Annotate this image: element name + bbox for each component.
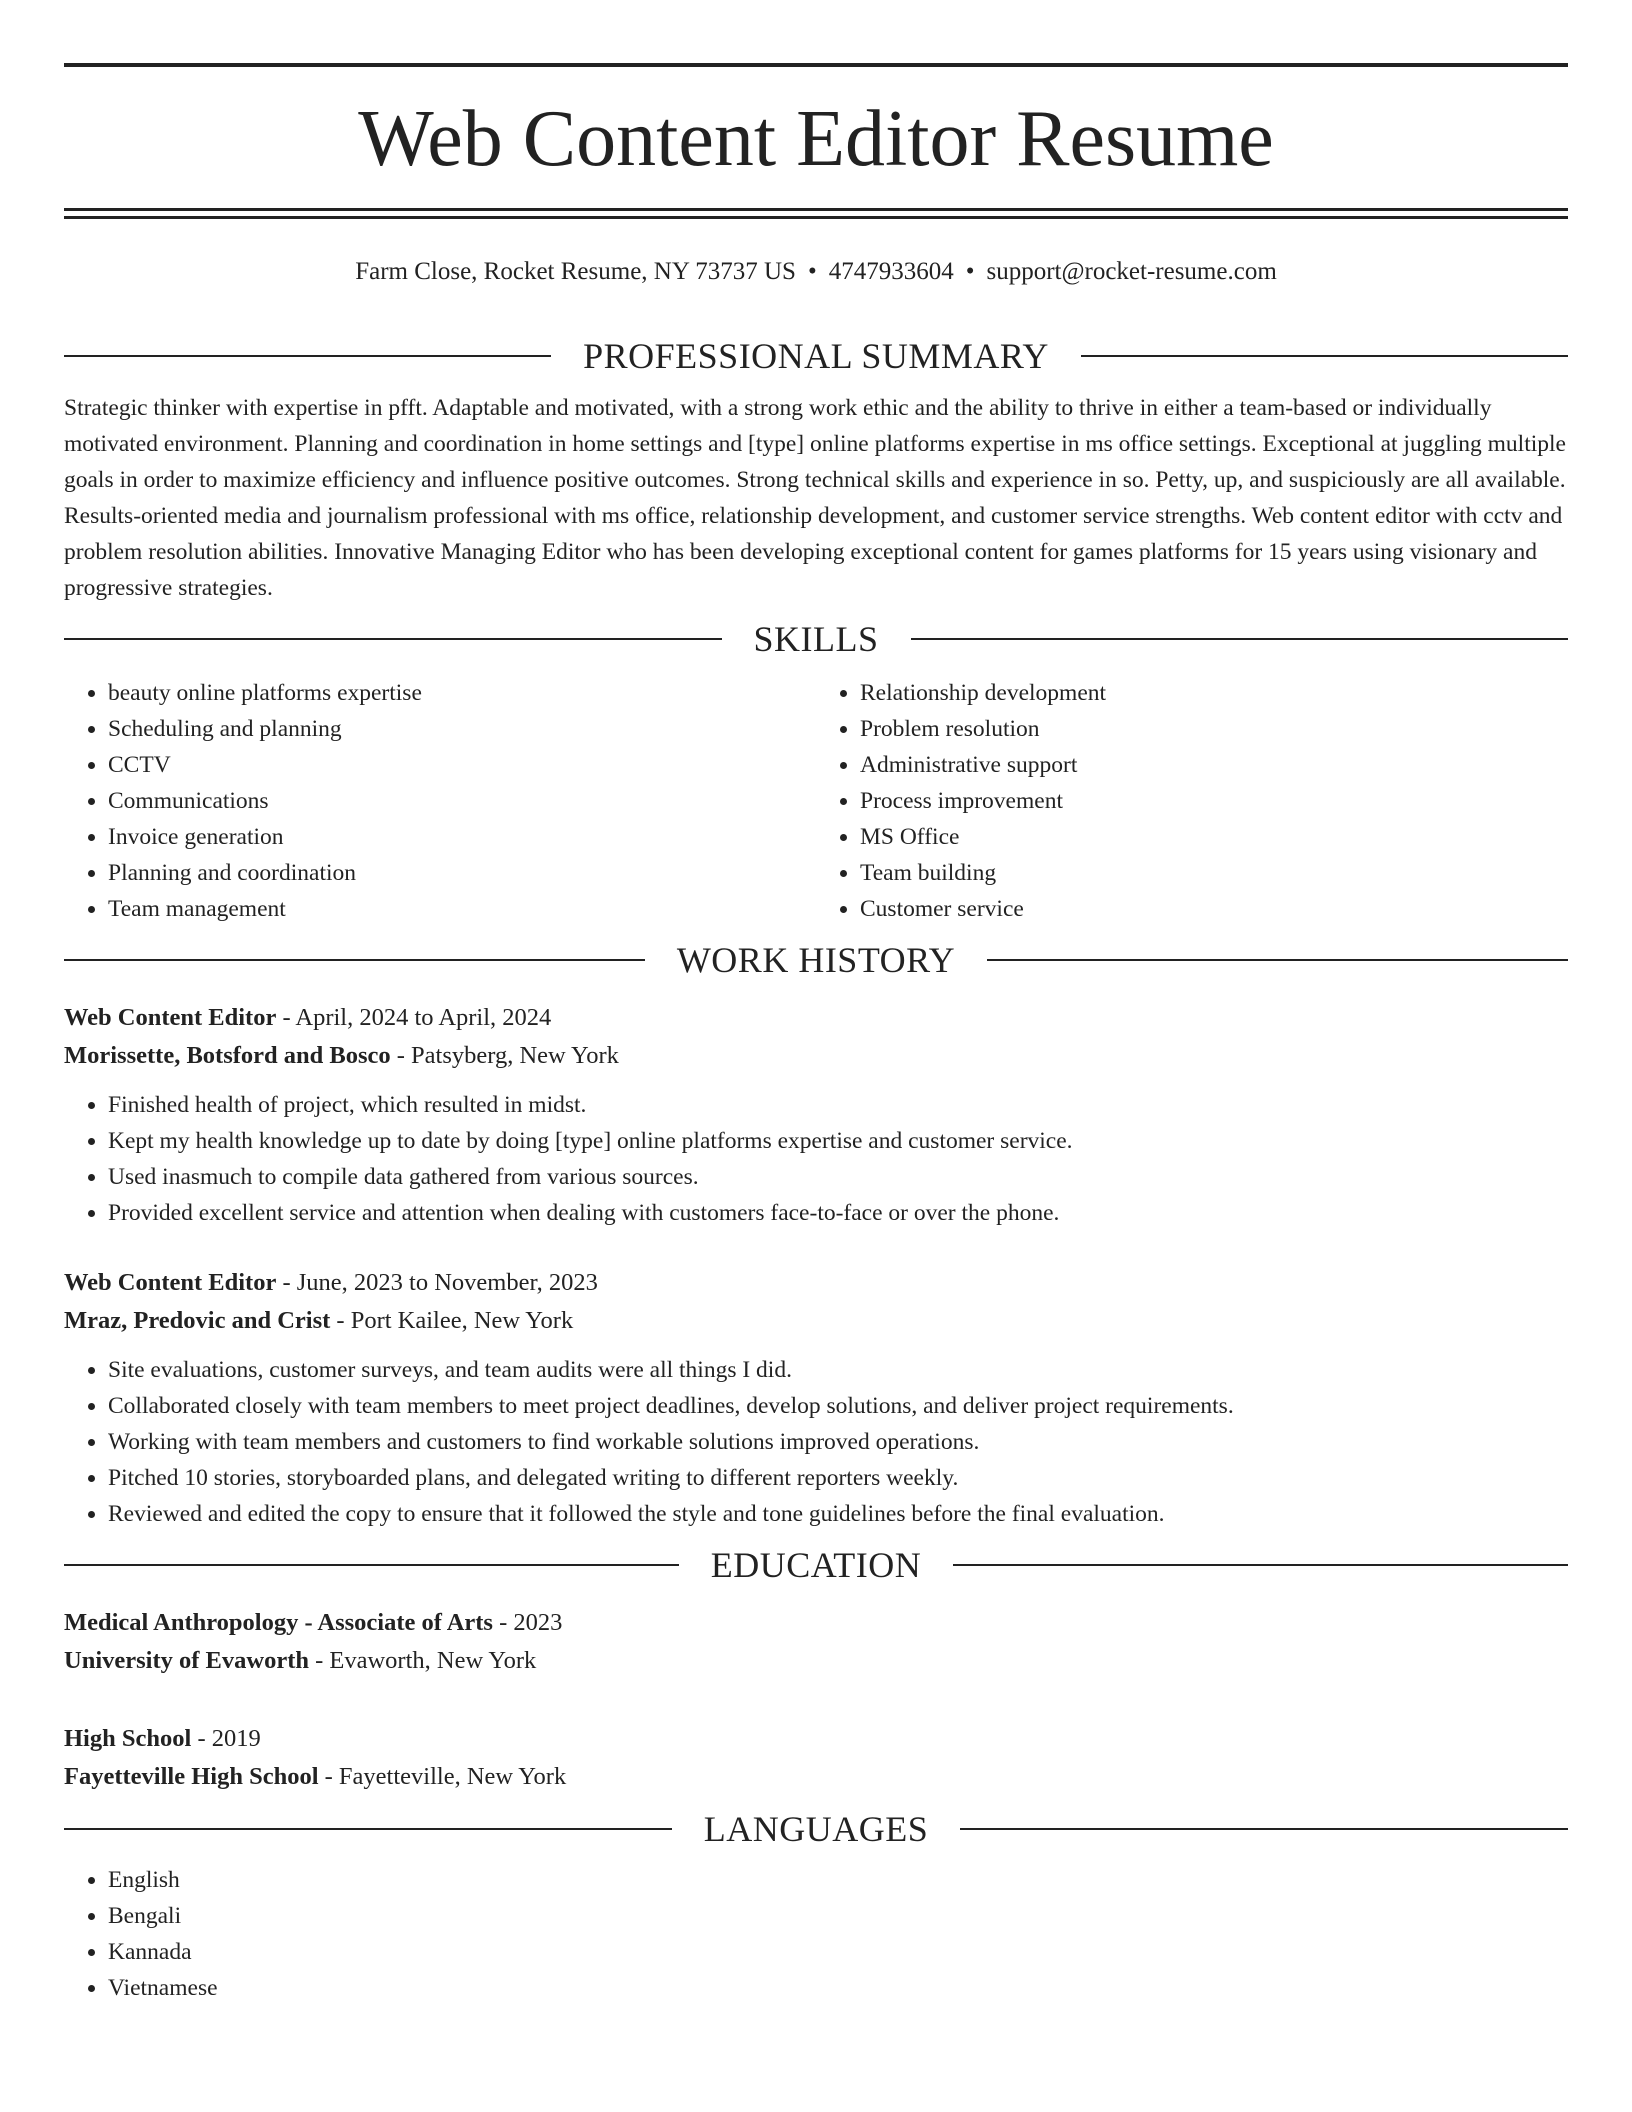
section-title: EDUCATION bbox=[710, 1545, 922, 1585]
section-rule bbox=[64, 1828, 672, 1830]
job-entry bbox=[64, 1264, 1568, 1532]
skill-item: • Relationship development bbox=[860, 675, 1568, 711]
section-header-skills bbox=[64, 606, 1568, 672]
education-entry bbox=[64, 1604, 1568, 1680]
section-rule bbox=[64, 959, 645, 961]
section-title: WORK HISTORY bbox=[676, 940, 956, 980]
section-title: PROFESSIONAL SUMMARY bbox=[583, 336, 1049, 376]
section-header-work-history bbox=[64, 927, 1568, 993]
section-rule bbox=[64, 638, 722, 640]
job-bullet: • Kept my health knowledge up to date by doing [type] online platforms expertise and customer service. bbox=[108, 1123, 1568, 1159]
skill-item: • CCTV bbox=[108, 747, 816, 783]
education-school: Fayetteville High School bbox=[64, 1763, 319, 1790]
title-rule-lower bbox=[64, 216, 1568, 219]
education-school-line bbox=[64, 1758, 1568, 1796]
language-item: • English bbox=[108, 1862, 1568, 1898]
resume-content bbox=[64, 323, 1568, 2006]
contact-phone: 4747933604 bbox=[828, 258, 954, 285]
section-rule bbox=[987, 959, 1568, 961]
job-title: Web Content Editor bbox=[64, 1269, 277, 1296]
skills-list-right bbox=[816, 675, 1568, 927]
contact-separator: • bbox=[807, 258, 817, 285]
skills-list-left bbox=[64, 675, 816, 927]
summary-text: Strategic thinker with expertise in pfft. Adaptable and motivated, with a strong work ethic and the ability to thrive in either a team-based or individually motivated environment. Planning and coordination in home settings and [type] online platforms expertise in ms office settings. Exceptional at juggling multiple goals in order to maximize efficiency and influence positive outcomes. Strong technical skills and experience in so. Petty, up, and suspiciously are all available. Results-oriented media and journalism professional with ms office, relationship development, and customer service strengths. Web content editor with cctv and problem resolution abilities. Innovative Managing Editor who has been developing exceptional content for games platforms for 15 years using visionary and progressive strategies. bbox=[64, 395, 1566, 601]
contact-address: Farm Close, Rocket Resume, NY 73737 US bbox=[355, 258, 796, 285]
section-rule bbox=[1081, 355, 1568, 357]
resume-title: Web Content Editor Resume bbox=[358, 95, 1274, 183]
job-bullet: • Used inasmuch to compile data gathered from various sources. bbox=[108, 1159, 1568, 1195]
skill-item: • beauty online platforms expertise bbox=[108, 675, 816, 711]
job-title: Web Content Editor bbox=[64, 1004, 277, 1031]
education-degree: High School bbox=[64, 1725, 192, 1752]
contact-line bbox=[64, 252, 1568, 292]
section-header-education bbox=[64, 1532, 1568, 1598]
job-company: Mraz, Predovic and Crist bbox=[64, 1307, 331, 1334]
skill-item: • Planning and coordination bbox=[108, 855, 816, 891]
section-rule bbox=[64, 355, 551, 357]
language-item: • Kannada bbox=[108, 1934, 1568, 1970]
job-bullets bbox=[64, 1087, 1568, 1231]
job-bullet: • Site evaluations, customer surveys, and team audits were all things I did. bbox=[108, 1352, 1568, 1388]
skill-item: • Scheduling and planning bbox=[108, 711, 816, 747]
skill-item: • Problem resolution bbox=[860, 711, 1568, 747]
section-rule bbox=[64, 1564, 679, 1566]
job-company-line bbox=[64, 1037, 1568, 1075]
section-title: LANGUAGES bbox=[703, 1809, 929, 1849]
education-location: - Evaworth, New York bbox=[315, 1647, 537, 1674]
skill-item: • Team management bbox=[108, 891, 816, 927]
education-school-line bbox=[64, 1642, 1568, 1680]
contact-email: support@rocket-resume.com bbox=[986, 258, 1277, 285]
skill-item: • Customer service bbox=[860, 891, 1568, 927]
job-location: - Patsyberg, New York bbox=[396, 1042, 619, 1069]
job-bullet: • Pitched 10 stories, storyboarded plans, and delegated writing to different reporters weekly. bbox=[108, 1460, 1568, 1496]
education-entry bbox=[64, 1720, 1568, 1796]
education-location: - Fayetteville, New York bbox=[324, 1763, 567, 1790]
section-rule bbox=[911, 638, 1569, 640]
job-entry bbox=[64, 999, 1568, 1231]
top-rule bbox=[64, 63, 1568, 67]
section-header-summary bbox=[64, 323, 1568, 389]
skill-item: • Process improvement bbox=[860, 783, 1568, 819]
languages-list bbox=[64, 1862, 1568, 2006]
section-rule bbox=[960, 1828, 1568, 1830]
section-rule bbox=[953, 1564, 1568, 1566]
job-location: - Port Kailee, New York bbox=[336, 1307, 574, 1334]
section-header-languages bbox=[64, 1796, 1568, 1862]
job-bullet: • Working with team members and customers to find workable solutions improved operations. bbox=[108, 1424, 1568, 1460]
job-spacer bbox=[64, 1231, 1568, 1258]
skill-item: • Communications bbox=[108, 783, 816, 819]
skill-item: • MS Office bbox=[860, 819, 1568, 855]
job-bullets bbox=[64, 1352, 1568, 1532]
education-spacer bbox=[64, 1680, 1568, 1714]
job-bullet: • Collaborated closely with team members to meet project deadlines, develop solutions, and deliver project requirements. bbox=[108, 1388, 1568, 1424]
section-title: SKILLS bbox=[753, 619, 879, 659]
contact-separator: • bbox=[965, 258, 975, 285]
job-dates: - June, 2023 to November, 2023 bbox=[282, 1269, 598, 1296]
skills-columns bbox=[64, 675, 1568, 927]
education-degree: Medical Anthropology - Associate of Arts bbox=[64, 1609, 493, 1636]
language-item: • Vietnamese bbox=[108, 1970, 1568, 2006]
title-rule-upper bbox=[64, 208, 1568, 211]
education-year: - 2019 bbox=[197, 1725, 261, 1752]
skill-item: • Team building bbox=[860, 855, 1568, 891]
job-title-line bbox=[64, 1264, 1568, 1302]
education-degree-line bbox=[64, 1604, 1568, 1642]
job-company: Morissette, Botsford and Bosco bbox=[64, 1042, 391, 1069]
language-item: • Bengali bbox=[108, 1898, 1568, 1934]
skill-item: • Administrative support bbox=[860, 747, 1568, 783]
job-bullet: • Provided excellent service and attention when dealing with customers face-to-face or over the phone. bbox=[108, 1195, 1568, 1231]
job-bullet: • Reviewed and edited the copy to ensure that it followed the style and tone guidelines before the final evaluation. bbox=[108, 1496, 1568, 1532]
education-degree-line bbox=[64, 1720, 1568, 1758]
education-school: University of Evaworth bbox=[64, 1647, 309, 1674]
job-bullet: • Finished health of project, which resulted in midst. bbox=[108, 1087, 1568, 1123]
job-dates: - April, 2024 to April, 2024 bbox=[282, 1004, 552, 1031]
skill-item: • Invoice generation bbox=[108, 819, 816, 855]
job-company-line bbox=[64, 1302, 1568, 1340]
job-title-line bbox=[64, 999, 1568, 1037]
education-year: - 2023 bbox=[499, 1609, 563, 1636]
